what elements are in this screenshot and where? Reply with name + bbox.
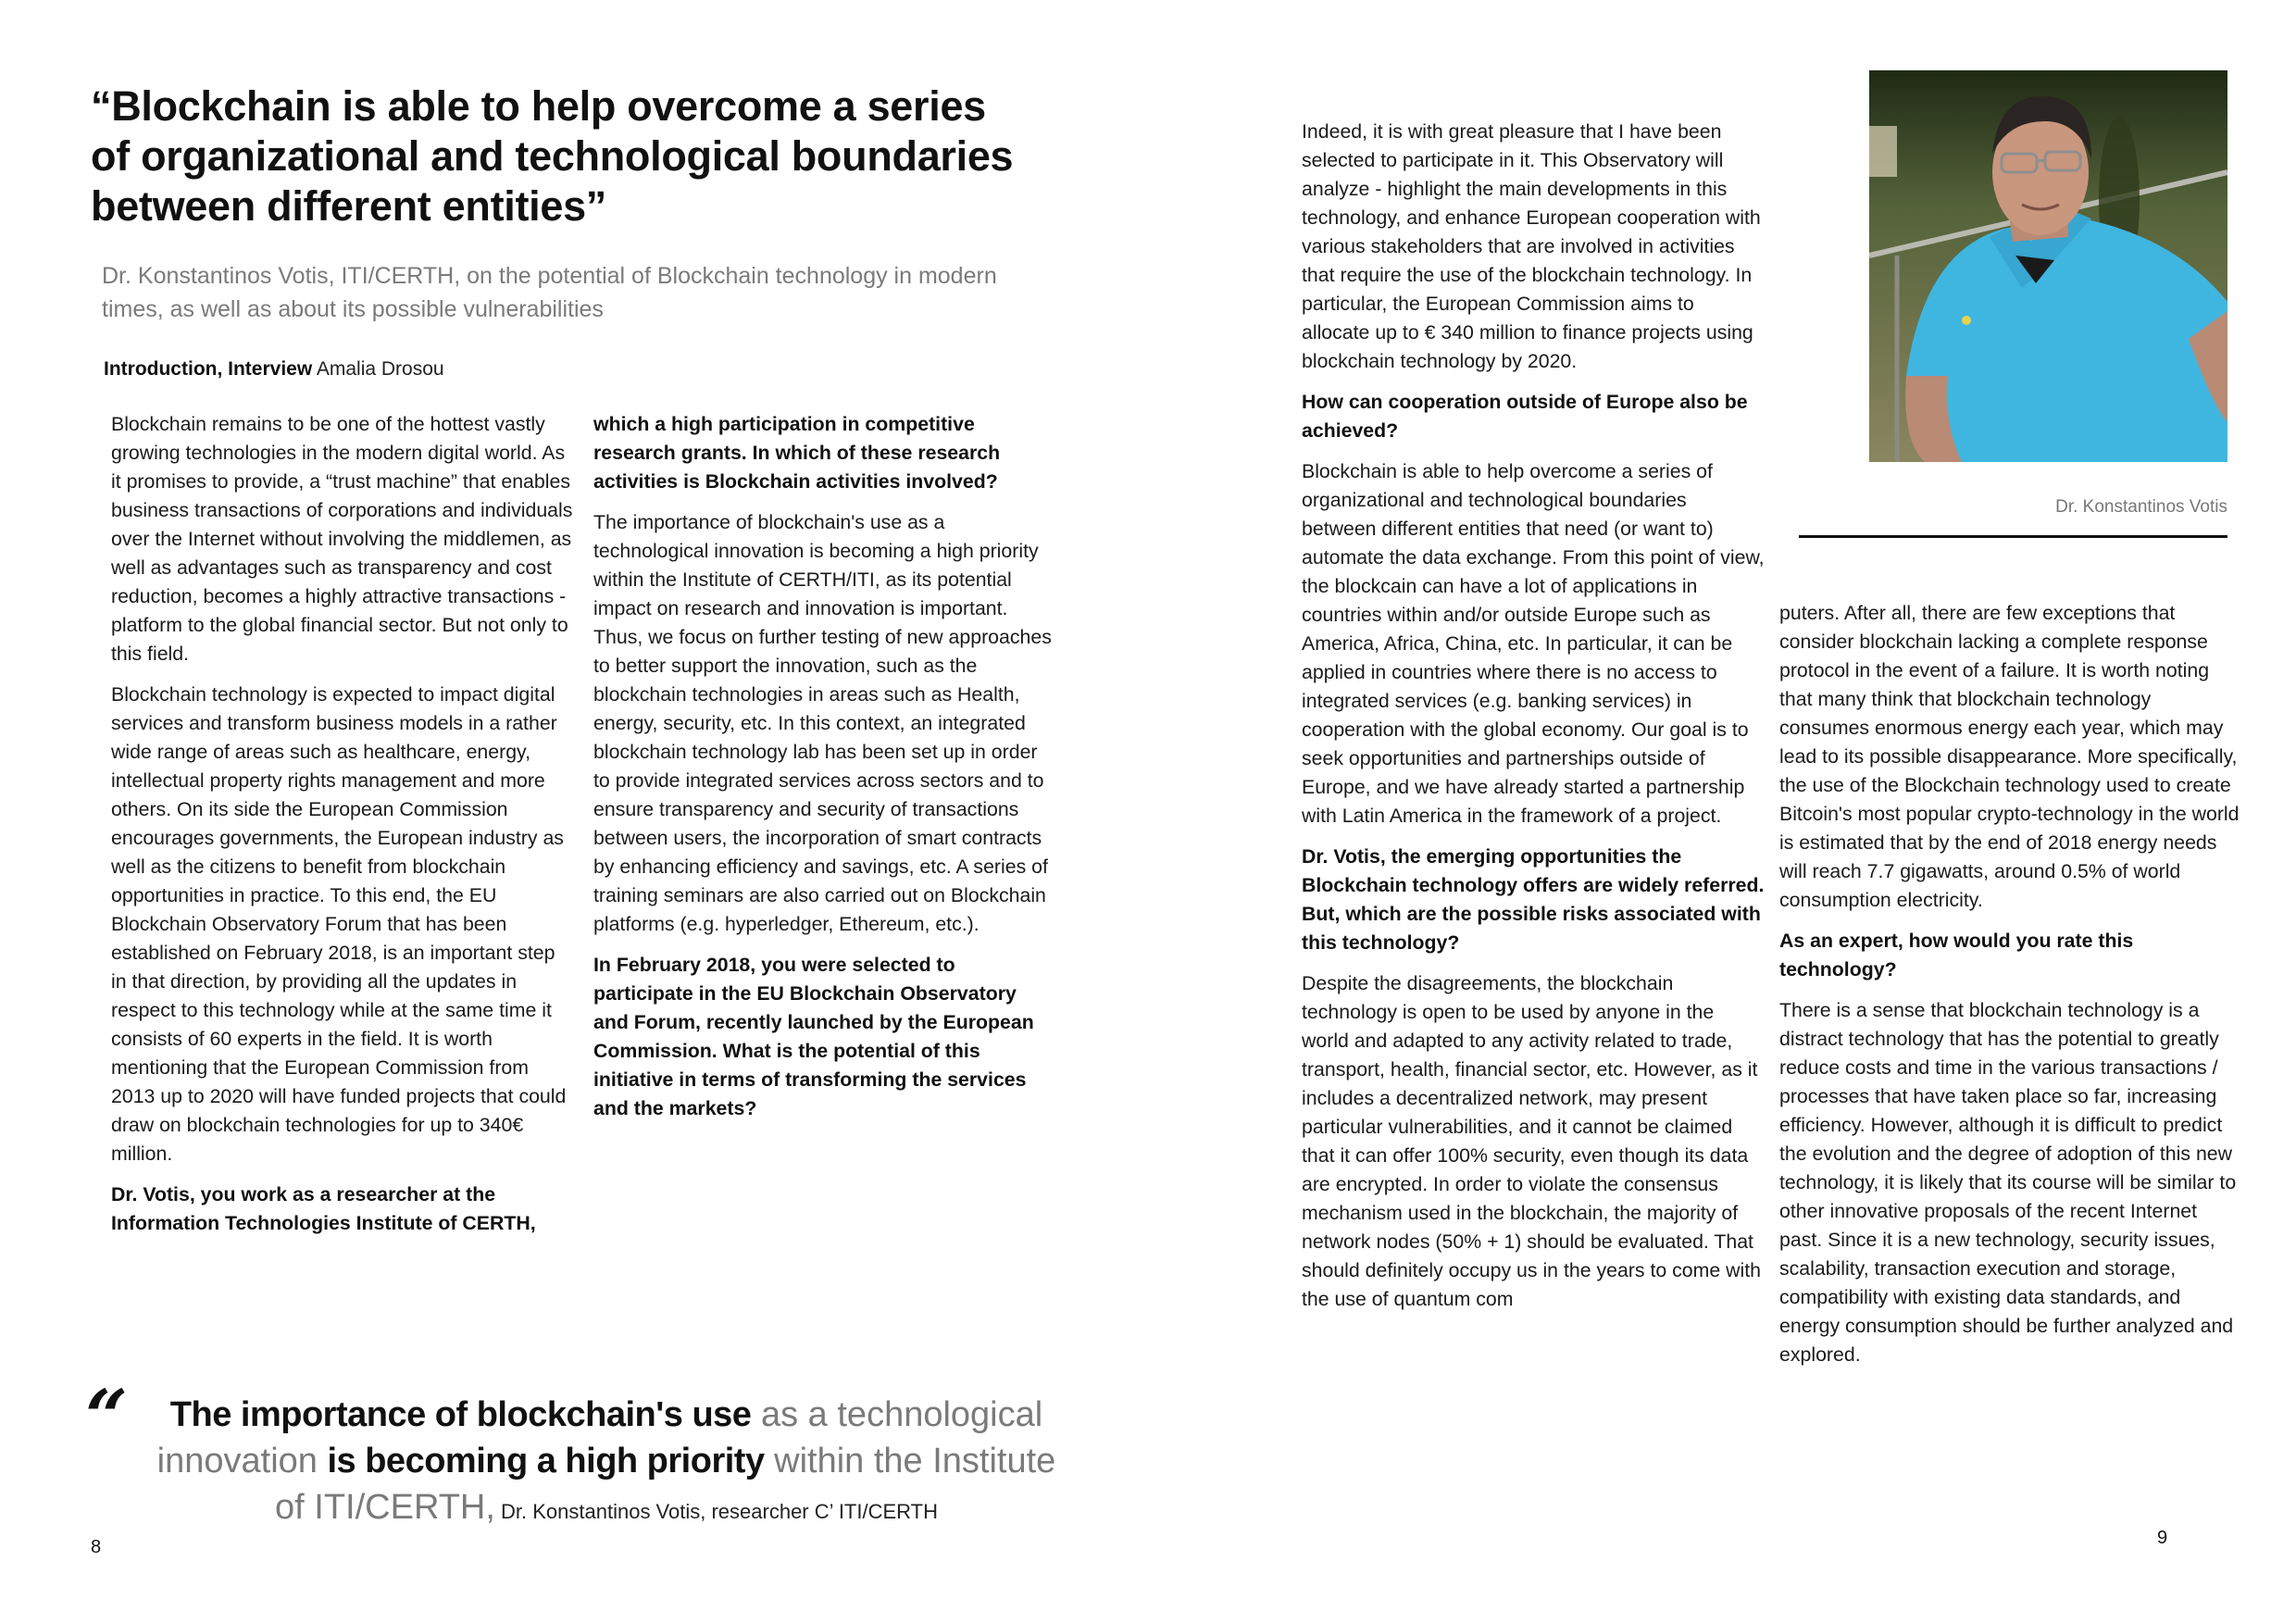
byline-author: Amalia Drosou bbox=[312, 358, 444, 380]
paragraph: Blockchain remains to be one of the hottest vastly growing technologies in the modern digital world. As it promises to provide, a “trust machine” that enables business transactions of corporations and individuals over the Internet without involving the middlemen, as well as advantages such as transparency and cost reduction, becomes a highly attractive transactions - platform to the global financial sector. But not only to this field. bbox=[111, 413, 573, 665]
title-line-1: “Blockchain is able to help overcome a series bbox=[91, 82, 986, 130]
portrait-photo bbox=[1869, 70, 2227, 462]
article-title bbox=[91, 81, 1072, 231]
byline bbox=[104, 358, 444, 381]
interview-question: Dr. Votis, the emerging opportunities the Blockchain technology offers are widely referred. But, which are the possible risks associated with this technology? bbox=[1302, 845, 1765, 954]
column-2 bbox=[593, 410, 1056, 1135]
paragraph: Blockchain technology is expected to impact digital services and transform business models in a rather wide range of areas such as healthcare, energy, intellectual property rights management and more others. On its side the European Commission encourages governments, the European industry as well as the citizens to benefit from blockchain opportunities in practice. To this end, the EU Blockchain Observatory Forum that has been established on February 2018, is an important step in that direction, by providing all the updates in respect to this technology while at the same time it consists of 60 experts in the field. It is worth mentioning that the European Commission from 2013 up to 2020 will have funded projects that could draw on blockchain technologies for up to 340€ million. bbox=[111, 683, 567, 1165]
portrait-illustration bbox=[1869, 70, 2227, 462]
column-3 bbox=[1302, 118, 1765, 1326]
page-number-right: 9 bbox=[2157, 1528, 2168, 1548]
title-line-3: between different entities” bbox=[91, 182, 606, 230]
pull-quote-text-2: within the Institute of ITI/CERTH, bbox=[275, 1442, 1056, 1527]
interview-question: which a high participation in competitive research grants. In which of these research activities is Blockchain activities involved? bbox=[593, 413, 1001, 493]
column-4 bbox=[1779, 599, 2242, 1381]
pull-quote bbox=[148, 1392, 1065, 1535]
article-subtitle: Dr. Konstantinos Votis, ITI/CERTH, on the potential of Blockchain technology in modern times, as well as about its possible vulnerabilities bbox=[102, 263, 997, 322]
paragraph: puters. After all, there are few exceptions that consider blockchain lacking a complete response protocol in the event of a failure. It is worth noting that many think that blockchain technology consumes enormous energy each year, which may lead to its possible disappearance. More specifically, the use of the Blockchain technology used to create Bitcoin's most popular crypto-technology in the world is estimated that by the end of 2018 energy needs will reach 7.7 gigawatts, around 0.5% of world consumption electricity. bbox=[1779, 602, 2240, 911]
caption-divider bbox=[1799, 535, 2227, 538]
column-1 bbox=[111, 410, 574, 1250]
interview-question: As an expert, how would you rate this technology? bbox=[1779, 930, 2134, 981]
paragraph: Despite the disagreements, the blockchain technology is open to be used by anyone in the world and adapted to any activity related to trade, transport, health, financial sector, etc. However, as it includes a decentralized network, may present particular vulnerabilities, and it cannot be claimed that it can offer 100% security, even though its data are encrypted. In order to violate the consensus mechanism used in the blockchain, the majority of network nodes (50% + 1) should be evaluated. That should definitely occupy us in the years to come with the use of quantum com bbox=[1302, 972, 1762, 1310]
interview-question: In February 2018, you were selected to participate in the EU Blockchain Observatory and Forum, recently launched by the European Commission. What is the potential of this initiative in terms of transforming the services and the markets? bbox=[593, 954, 1034, 1119]
quote-mark-icon: “ bbox=[85, 1373, 129, 1460]
paragraph: There is a sense that blockchain technology is a distract technology that has the potential to greatly reduce costs and time in the various transactions / processes that have taken place so far, increasing efficiency. However, although it is difficult to predict the evolution and the degree of adoption of this new technology, it is likely that its course will be similar to other innovative proposals of the recent Internet past. Since it is a new technology, security issues, scalability, transaction execution and storage, compatibility with existing data standards, and energy consumption should be further analyzed and explored. bbox=[1779, 999, 2237, 1366]
paragraph: Indeed, it is with great pleasure that I have been selected to participate in it. This Observatory will analyze - highlight the main developments in this technology, and enhance European cooperation with various stakeholders that are involved in activities that require the use of the blockchain technology. In particular, the European Commission aims to allocate up to € 340 million to finance projects using blockchain technology by 2020. bbox=[1302, 120, 1761, 372]
paragraph: The importance of blockchain's use as a technological innovation is becoming a high priority within the Institute of CERTH/ITI, as its potential impact on research and innovation is important. Thus, we focus on further testing of new approaches to better support the innovation, such as the blockchain technologies in areas such as Health, energy, security, etc. In this context, an integrated blockchain technology lab has been set up in order to provide integrated services across sectors and to ensure transparency and security of transactions between users, the incorporation of smart contracts by enhancing efficiency and savings, etc. A series of training seminars are also carried out on Blockchain platforms (e.g. hyperledger, Ethereum, etc.). bbox=[593, 511, 1052, 935]
page-number-left: 8 bbox=[91, 1537, 102, 1557]
title-line-2: of organizational and technological boundaries bbox=[91, 132, 1014, 180]
photo-caption: Dr. Konstantinos Votis bbox=[2055, 497, 2227, 517]
byline-label: Introduction, Interview bbox=[104, 358, 313, 380]
interview-question: Dr. Votis, you work as a researcher at the Information Technologies Institute of CERTH, bbox=[111, 1183, 536, 1234]
paragraph: Blockchain is able to help overcome a series of organizational and technological boundaries between different entities that need (or want to) automate the data exchange. From this point of view, the blockcain can have a lot of applications in countries within and/or outside Europe such as America, Africa, China, etc. In particular, it can be applied in countries where there is no access to integrated services (e.g. banking services) in cooperation with the global economy. Our goal is to seek opportunities and partnerships outside of Europe, and we have already started a partnership with Latin America in the framework of a project. bbox=[1302, 460, 1765, 827]
pull-quote-bold-1: The importance of blockchain's use bbox=[169, 1395, 752, 1434]
interview-question: How can cooperation outside of Europe also be achieved? bbox=[1302, 391, 1748, 442]
pull-quote-text-1: as a technological innovation bbox=[156, 1395, 1043, 1480]
pull-quote-bold-2: is becoming a high priority bbox=[327, 1442, 765, 1480]
pull-quote-attribution: Dr. Konstantinos Votis, researcher C’ ITI/CERTH bbox=[494, 1500, 938, 1523]
